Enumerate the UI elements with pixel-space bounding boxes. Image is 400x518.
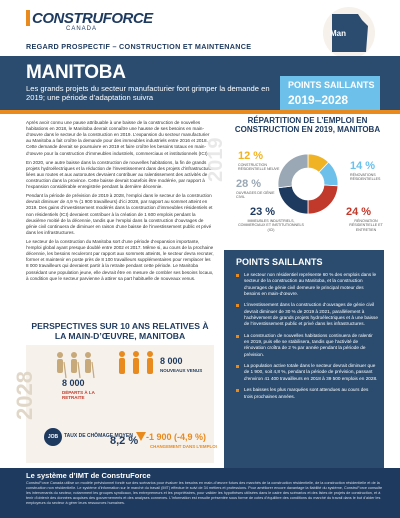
body-text	[26, 120, 214, 285]
logo	[26, 10, 153, 32]
slice-label-new-residential: CONSTRUCTION RÉSIDENTIELLE NEUVE	[238, 163, 280, 172]
slice-pct-maintenance: 24 %	[346, 206, 372, 218]
footer-text: ConstruForce Canada utilise un modèle prévisionnel fondé sur des scénarios pour évaluer les besoins en main-d’œuvre futurs des marchés de la construction résidentielle, de la construction résidentielle et de la construction non résidentielle. Le système d’information sur le marché du travail (IMT) effectue le suivi de 34 métiers et professions. Pour améliorer encore davantage la fiabilité du système, ConstruForce consulte les intervenants du secteur, notamment les groupes syndicaux, les entrepreneurs et les propriétaires, pour valider les hypothèses utilisées dans le cadre des scénarios et des listes de projets de construction, et à tenir d’obtenir des données acquises des gouvernements et des analyses connexes. L’information est ensuite présentée sous forme de cotes d’équilibre des conditions du marché du travail dans le but d’aider les employeurs du secteur à gérer leurs ressources humaines.	[26, 481, 383, 505]
footer-title: Le système d’IMT de ConstruForce	[26, 471, 151, 480]
donut-slice-2	[308, 185, 338, 214]
list-item: Le secteur non résidentiel représente 60 % des emplois dans le secteur de la construction au Manitoba, et la construction d’ouvrages de génie civil demeure le principal moteur des besoins en main-d’œuvre.	[236, 272, 378, 297]
body-paragraph: En 2020, une autre baisse dans la construction de nouvelles habitations, la fin de grands projets hydroélectriques et la réduction de l’investissement dans des projets d’infrastructures liées aux routes et aux autoroutes devraient contribuer au ralentissement des activités de construction dans la province. Cette baisse devrait toutefois être modérée, par rapport à l’expansion considérable enregistrée pendant la dernière décennie.	[26, 159, 214, 190]
body-paragraph: Pendant la période de prévision de 2019 à 2028, l’emploi dans le secteur de la construction devrait diminuer de 4,9 % (1 900 travailleurs) d’ici 2028, par rapport au sommet atteint en 2019. Des gains d’investissement modérés dans la construction d’immeubles résidentiels et non résidentiels (ICI) devraient contribuer à la création de 1 600 emplois pendant la deuxième moitié de la décennie, tandis que l’emploi dans la construction d’ouvrages de génie civil continuera de diminuer en raison d’une baisse de l’investissement public et privé dans les infrastructures.	[26, 193, 213, 235]
distribution-title: RÉPARTITION DE L’EMPLOI EN CONSTRUCTION EN 2019, MANITOBA	[234, 116, 381, 135]
highlights-badge	[280, 76, 380, 110]
employment-change-label: CHANGEMENT DANS L’EMPLOI	[150, 444, 217, 449]
outlook-year: 2028	[12, 371, 37, 420]
kicker-text: REGARD PROSPECTIF – CONSTRUCTION ET MAINTENANCE	[26, 42, 252, 51]
unemployment-label: TAUX DE CHÔMAGE MOYEN	[64, 433, 133, 439]
highlights-title: POINTS SAILLANTS	[236, 257, 323, 267]
province-code: Man	[330, 29, 346, 38]
logo-subtitle: CANADA	[66, 26, 98, 32]
logo-wordmark: CONSTRUFORCE	[32, 10, 153, 27]
list-item: Les baisses les plus marquées sont attendues au cours des trois prochaines années.	[236, 387, 378, 400]
retiring-workers-icon	[52, 350, 98, 380]
slice-label-maintenance: RÉNOVATION RÉSIDENTIELLE ET ENTRETIEN	[349, 219, 383, 232]
slice-pct-new-residential: 12 %	[238, 150, 264, 162]
employment-change-value: -1 900 (-4,9 %)	[146, 432, 207, 442]
body-paragraph: Le secteur de la construction du Manitoba sort d’une période d’expansion importante, l’emploi global ayant presque doublé entre 2002 et 2017. Même si, au cours de la prochaine décennie, les besoins reculeront par rapport aux sommets atteints, le secteur devra recruter, former et maintenir en poste près de 8 100 travailleurs supplémentaires pour remplacer les 8 000 travailleurs qui devraient partir à la retraite pendant cette période. Le Manitoba possédant une population jeune, elle devrait être en mesure de combler ses besoins locaux, à condition que le secteur parvienne à attirer sa part habituelle de nouveaux venus.	[26, 238, 214, 281]
list-item: La population active totale dans le secteur devrait diminuer que de 1 900, soit 4,8 %, pendant la période de prévision, passant d’environ 41 400 travailleurs en 2018 à 39 500 emplois en 2028.	[236, 363, 378, 382]
slice-pct-ici: 23 %	[250, 206, 276, 218]
arrow-down-icon	[136, 432, 146, 441]
retirements-value: 8 000	[62, 378, 85, 388]
header	[0, 0, 400, 56]
highlights-badge-years: 2019–2028	[288, 93, 349, 107]
slice-label-residential-renovations: RÉNOVATIONS RÉSIDENTIELLES	[350, 173, 381, 182]
new-workers-icon	[114, 348, 158, 378]
accent-strip	[0, 110, 400, 114]
slice-label-ici: IMMEUBLES INDUSTRIELS, COMMERCIAUX ET INSTITUTIONNELS (ICI)	[238, 219, 304, 232]
list-item: L’investissement dans la construction d’ouvrages de génie civil devrait diminuer de 30 % de 2019 à 2021, parallèlement à l’achèvement de grands projets hydroélectriques et à une baisse de l’investissement public et privé dans les infrastructures.	[236, 302, 378, 327]
slice-label-civil: OUVRAGES DE GÉNIE CIVIL	[236, 191, 275, 200]
list-item: La construction de nouvelles habitations continuera de ralentir en 2019, puis elle se stabilisera, tandis que l’activité de rénovation croîtra de 2 % par année pendant la période de prévision.	[236, 333, 378, 358]
new-entrants-label: NOUVEAUX VENUS	[160, 368, 203, 373]
body-paragraph: Après avoir connu une pause attribuable à une baisse de la construction de nouvelles habitations en 2018, le Manitoba devrait connaître une hausse de ses besoins en main-d’œuvre dans le secteur de la construction en 2019. L’expansion du secteur manufacturier au Manitoba a fait croître la demande pour des immeubles industriels entre 2016 et 2018. Cette demande devrait se poursuivre en 2019 et faire croître les besoins totaux en main-d’œuvre pour la construction d’immeubles industriels, commerciaux et institutionnels (ICI).	[26, 120, 210, 156]
province-badge	[322, 6, 376, 60]
donut-slice-3	[278, 186, 308, 214]
page-title: MANITOBA	[26, 62, 126, 83]
distribution-donut-chart	[276, 152, 340, 216]
donut-slice-4	[278, 154, 308, 188]
outlook-title: PERSPECTIVES SUR 10 ANS RELATIVES À LA MAIN-D’ŒUVRE, MANITOBA	[31, 321, 209, 341]
highlights-list	[236, 272, 378, 405]
new-entrants-value: 8 000	[160, 356, 183, 366]
unemployment-value: 8,2 %	[110, 435, 139, 447]
retirements-label: DÉPARTS À LA RETRAITE	[62, 390, 95, 401]
page-subtitle: Les grands projets du secteur manufacturier font grimper la demande en 2019; une période d’adaptation suivra	[26, 84, 270, 103]
jobs-icon: JOB	[44, 428, 62, 446]
slice-pct-residential-renovations: 14 %	[350, 160, 376, 172]
year-watermark: 2019	[205, 137, 227, 182]
highlights-badge-label: POINTS SAILLANTS	[288, 80, 375, 90]
slice-pct-civil: 28 %	[236, 178, 262, 190]
